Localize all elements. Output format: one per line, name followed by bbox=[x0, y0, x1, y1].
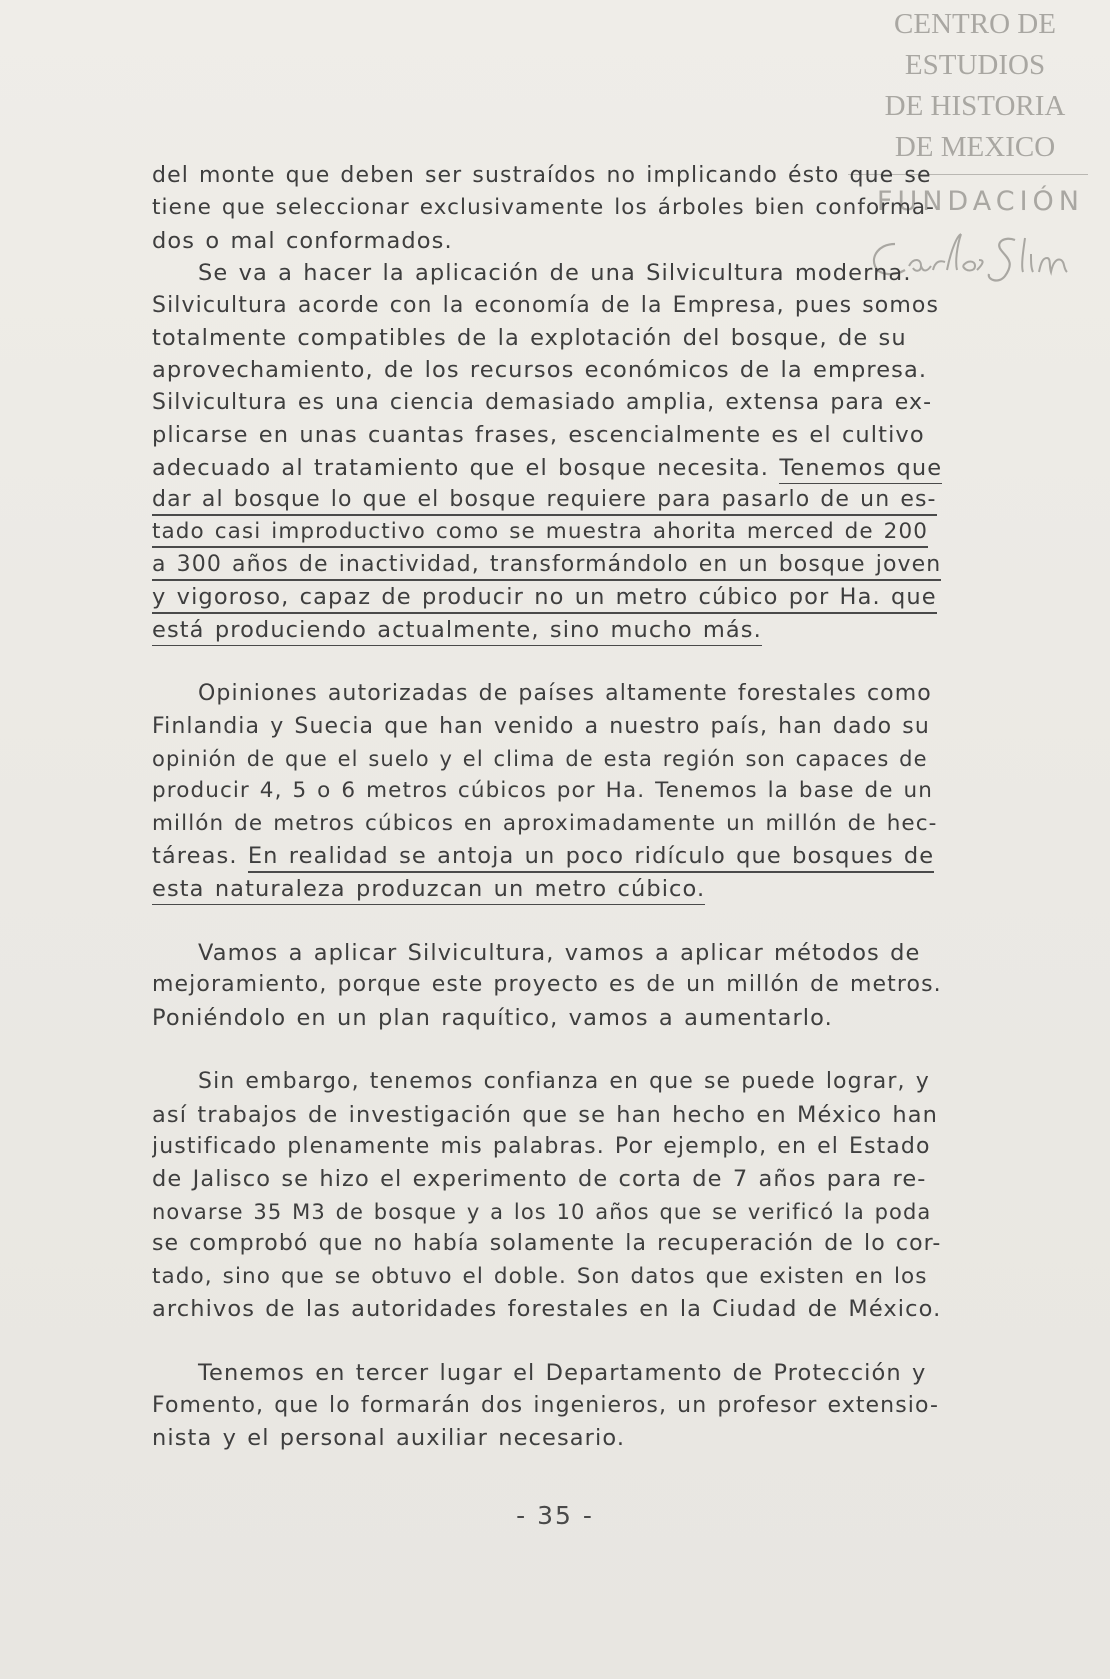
text-line: millón de metros cúbicos en aproximadamente un millón de hec- bbox=[152, 810, 938, 836]
text-line: novarse 35 M3 de bosque y a los 10 años que se verificó la poda bbox=[152, 1199, 932, 1224]
text-line: archivos de las autoridades forestales en la Ciudad de México. bbox=[152, 1296, 942, 1322]
watermark-line: DE HISTORIA bbox=[884, 90, 1066, 122]
watermark-line: ESTUDIOS bbox=[904, 49, 1046, 81]
body-text bbox=[152, 160, 942, 1455]
archive-watermark bbox=[848, 4, 1088, 217]
text-line bbox=[152, 873, 942, 905]
underlined-text: dar al bosque lo que el bosque requiere para pasarlo de un es- bbox=[152, 487, 937, 516]
text-line: producir 4, 5 o 6 metros cúbicos por Ha. Tenemos la base de un bbox=[152, 778, 933, 804]
text-line: totalmente compatibles de la explotación del bosque, de su bbox=[152, 325, 907, 352]
text-line: Silvicultura acorde con la economía de la Empresa, pues somos bbox=[152, 292, 940, 318]
text-line: tiene que seleccionar exclusivamente los árboles bien conforma- bbox=[152, 195, 935, 221]
text-line: Silvicultura es una ciencia demasiado amplia, extensa para ex- bbox=[152, 389, 933, 415]
text-line: aprovechamiento, de los recursos económicos de la empresa. bbox=[152, 357, 928, 384]
text-line: mejoramiento, porque este proyecto es de un millón de metros. bbox=[152, 972, 942, 998]
text-line bbox=[152, 614, 942, 646]
text-line: Se va a hacer la aplicación de una Silvicultura moderna. bbox=[198, 260, 912, 287]
text-line: nista y el personal auxiliar necesario. bbox=[152, 1425, 626, 1452]
paragraph bbox=[152, 678, 942, 905]
underlined-text: a 300 años de inactividad, transformándolo en un bosque joven bbox=[152, 552, 941, 581]
paragraph bbox=[152, 1357, 942, 1454]
text-line: se comprobó que no había solamente la recuperación de lo cor- bbox=[152, 1231, 942, 1257]
text-line: justificado plenamente mis palabras. Por ejemplo, en el Estado bbox=[152, 1133, 931, 1159]
watermark-fundacion: FUNDACIÓN bbox=[876, 186, 1084, 217]
text-line bbox=[152, 484, 942, 516]
text-line bbox=[152, 581, 942, 613]
text-line: Sin embargo, tenemos confianza en que se puede lograr, y bbox=[198, 1069, 930, 1095]
underlined-text: Tenemos que bbox=[779, 455, 942, 484]
page-number: - 35 - bbox=[516, 1501, 594, 1530]
text-line: tado, sino que se obtuvo el doble. Son datos que existen en los bbox=[152, 1263, 928, 1289]
text-line bbox=[152, 452, 942, 484]
underlined-text: En realidad se antoja un poco ridículo que bosques de bbox=[248, 843, 934, 872]
text-line: Opiniones autorizadas de países altamente forestales como bbox=[198, 681, 932, 707]
watermark-line: CENTRO DE bbox=[894, 8, 1056, 40]
underlined-text: está produciendo actualmente, sino mucho más. bbox=[152, 617, 762, 646]
paragraph-gap bbox=[152, 646, 942, 678]
watermark-line: DE MEXICO bbox=[894, 131, 1056, 163]
paragraph bbox=[152, 1066, 942, 1325]
underlined-text: y vigoroso, capaz de producir no un metro cúbico por Ha. que bbox=[152, 584, 937, 613]
text-line: del monte que deben ser sustraídos no implicando ésto que se bbox=[152, 163, 932, 188]
text-line: de Jalisco se hizo el experimento de corta de 7 años para re- bbox=[152, 1166, 927, 1193]
text-line: opinión de que el suelo y el clima de esta región son capaces de bbox=[152, 746, 928, 771]
text-line bbox=[152, 549, 942, 581]
text-line: Finlandia y Suecia que han venido a nuestro país, han dado su bbox=[152, 713, 930, 739]
text-line: Vamos a aplicar Silvicultura, vamos a aplicar métodos de bbox=[198, 939, 921, 966]
text-line: así trabajos de investigación que se han hecho en México han bbox=[152, 1101, 938, 1128]
text-line: Poniéndolo en un plan raquítico, vamos a aumentarlo. bbox=[152, 1004, 833, 1031]
paragraph-gap bbox=[152, 905, 942, 937]
paragraph bbox=[152, 257, 942, 646]
text-segment: adecuado al tratamiento que el bosque necesita. bbox=[152, 454, 770, 481]
paragraph bbox=[152, 160, 942, 257]
text-line: plicarse en unas cuantas frases, escencialmente es el cultivo bbox=[152, 422, 925, 449]
text-line: Tenemos en tercer lugar el Departamento de Protección y bbox=[198, 1360, 927, 1387]
paragraph-gap bbox=[152, 1325, 942, 1357]
text-line: Fomento, que lo formarán dos ingenieros, un profesor extensio- bbox=[152, 1392, 940, 1418]
text-line bbox=[152, 840, 942, 872]
paragraph bbox=[152, 937, 942, 1034]
text-line bbox=[152, 516, 942, 548]
text-line: dos o mal conformados. bbox=[152, 227, 453, 254]
paragraph-gap bbox=[152, 1034, 942, 1066]
text-segment: táreas. bbox=[152, 843, 238, 870]
underlined-text: esta naturaleza produzcan un metro cúbico. bbox=[152, 876, 705, 905]
underlined-text: tado casi improductivo como se muestra ahorita merced de 200 bbox=[152, 519, 928, 548]
